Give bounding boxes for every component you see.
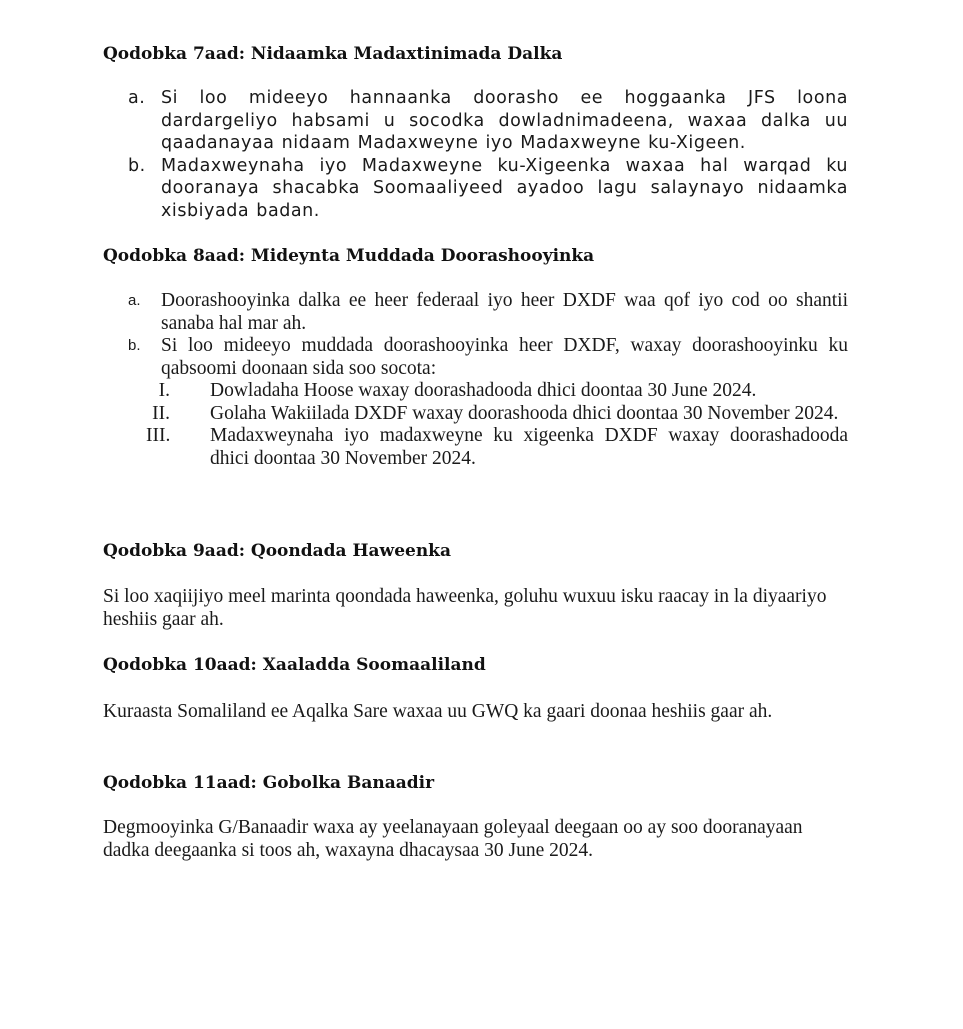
list-item bbox=[128, 155, 848, 223]
sublist-item-text: Dowladaha Hoose waxay doorashadooda dhici doontaa 30 June 2024. bbox=[210, 380, 757, 401]
roman-sublist bbox=[146, 380, 848, 470]
section-heading-10: Qodobka 10aad: Xaaladda Soomaaliland bbox=[103, 655, 486, 675]
list-item-text: Si loo mideeyo hannaanka doorasho ee hoggaanka JFS loona dardargeliyo habsami u socodka dowladnimadeena, waxaa dalka uu qaadanayaa nidaam Madaxweyne iyo Madaxweyne ku-Xigeen. bbox=[161, 88, 848, 153]
sublist-item bbox=[146, 425, 848, 470]
roman-marker: II. bbox=[152, 402, 170, 424]
section-7-list bbox=[128, 87, 848, 222]
list-item bbox=[128, 87, 848, 155]
roman-marker: III. bbox=[146, 425, 171, 446]
list-marker: b. bbox=[128, 337, 141, 354]
section-9-paragraph: Si loo xaqiijiyo meel marinta qoondada haweenka, goluhu wuxuu isku raacay in la diyaariyo heshiis gaar ah. bbox=[103, 586, 827, 630]
list-item bbox=[128, 335, 848, 470]
list-item-text: Si loo mideeyo muddada doorashooyinka heer DXDF, waxay doorashooyinku ku qabsoomi doonaan sida soo socota: bbox=[161, 335, 848, 379]
sublist-item-text: Madaxweynaha iyo madaxweyne ku xigeenka DXDF waxay doorashadooda dhici doontaa 30 November 2024. bbox=[210, 425, 848, 469]
section-11-paragraph: Degmooyinka G/Banaadir waxa ay yeelanayaan goleyaal deegaan oo ay soo dooranayaan dadka deegaanka si toos ah, waxayna dhacaysaa 30 June 2024. bbox=[103, 817, 803, 861]
sublist-item bbox=[146, 403, 848, 426]
list-marker: a. bbox=[128, 88, 146, 108]
section-heading-7: Qodobka 7aad: Nidaamka Madaxtinimada Dalka bbox=[103, 44, 563, 64]
section-heading-11: Qodobka 11aad: Gobolka Banaadir bbox=[103, 773, 435, 793]
list-item bbox=[128, 290, 848, 335]
list-item-text: Madaxweynaha iyo Madaxweyne ku-Xigeenka waxaa hal warqad ku dooranaya shacabka Soomaaliyeed ayadoo lagu salaynayo nidaamka xisbiyada badan. bbox=[161, 155, 848, 221]
roman-marker: I. bbox=[158, 380, 170, 401]
section-8-list bbox=[128, 290, 848, 470]
list-marker: b. bbox=[128, 155, 146, 176]
section-heading-8: Qodobka 8aad: Mideynta Muddada Doorashooyinka bbox=[103, 246, 595, 266]
sublist-item-text: Golaha Wakiilada DXDF waxay doorashooda dhici doontaa 30 November 2024. bbox=[210, 402, 839, 424]
section-heading-9: Qodobka 9aad: Qoondada Haweenka bbox=[103, 541, 451, 561]
list-marker: a. bbox=[128, 292, 141, 309]
section-10-paragraph: Kuraasta Somaliland ee Aqalka Sare waxaa uu GWQ ka gaari doonaa heshiis gaar ah. bbox=[103, 701, 773, 722]
sublist-item bbox=[146, 380, 848, 403]
list-item-text: Doorashooyinka dalka ee heer federaal iyo heer DXDF waa qof iyo cod oo shantii sanaba hal mar ah. bbox=[161, 290, 848, 334]
